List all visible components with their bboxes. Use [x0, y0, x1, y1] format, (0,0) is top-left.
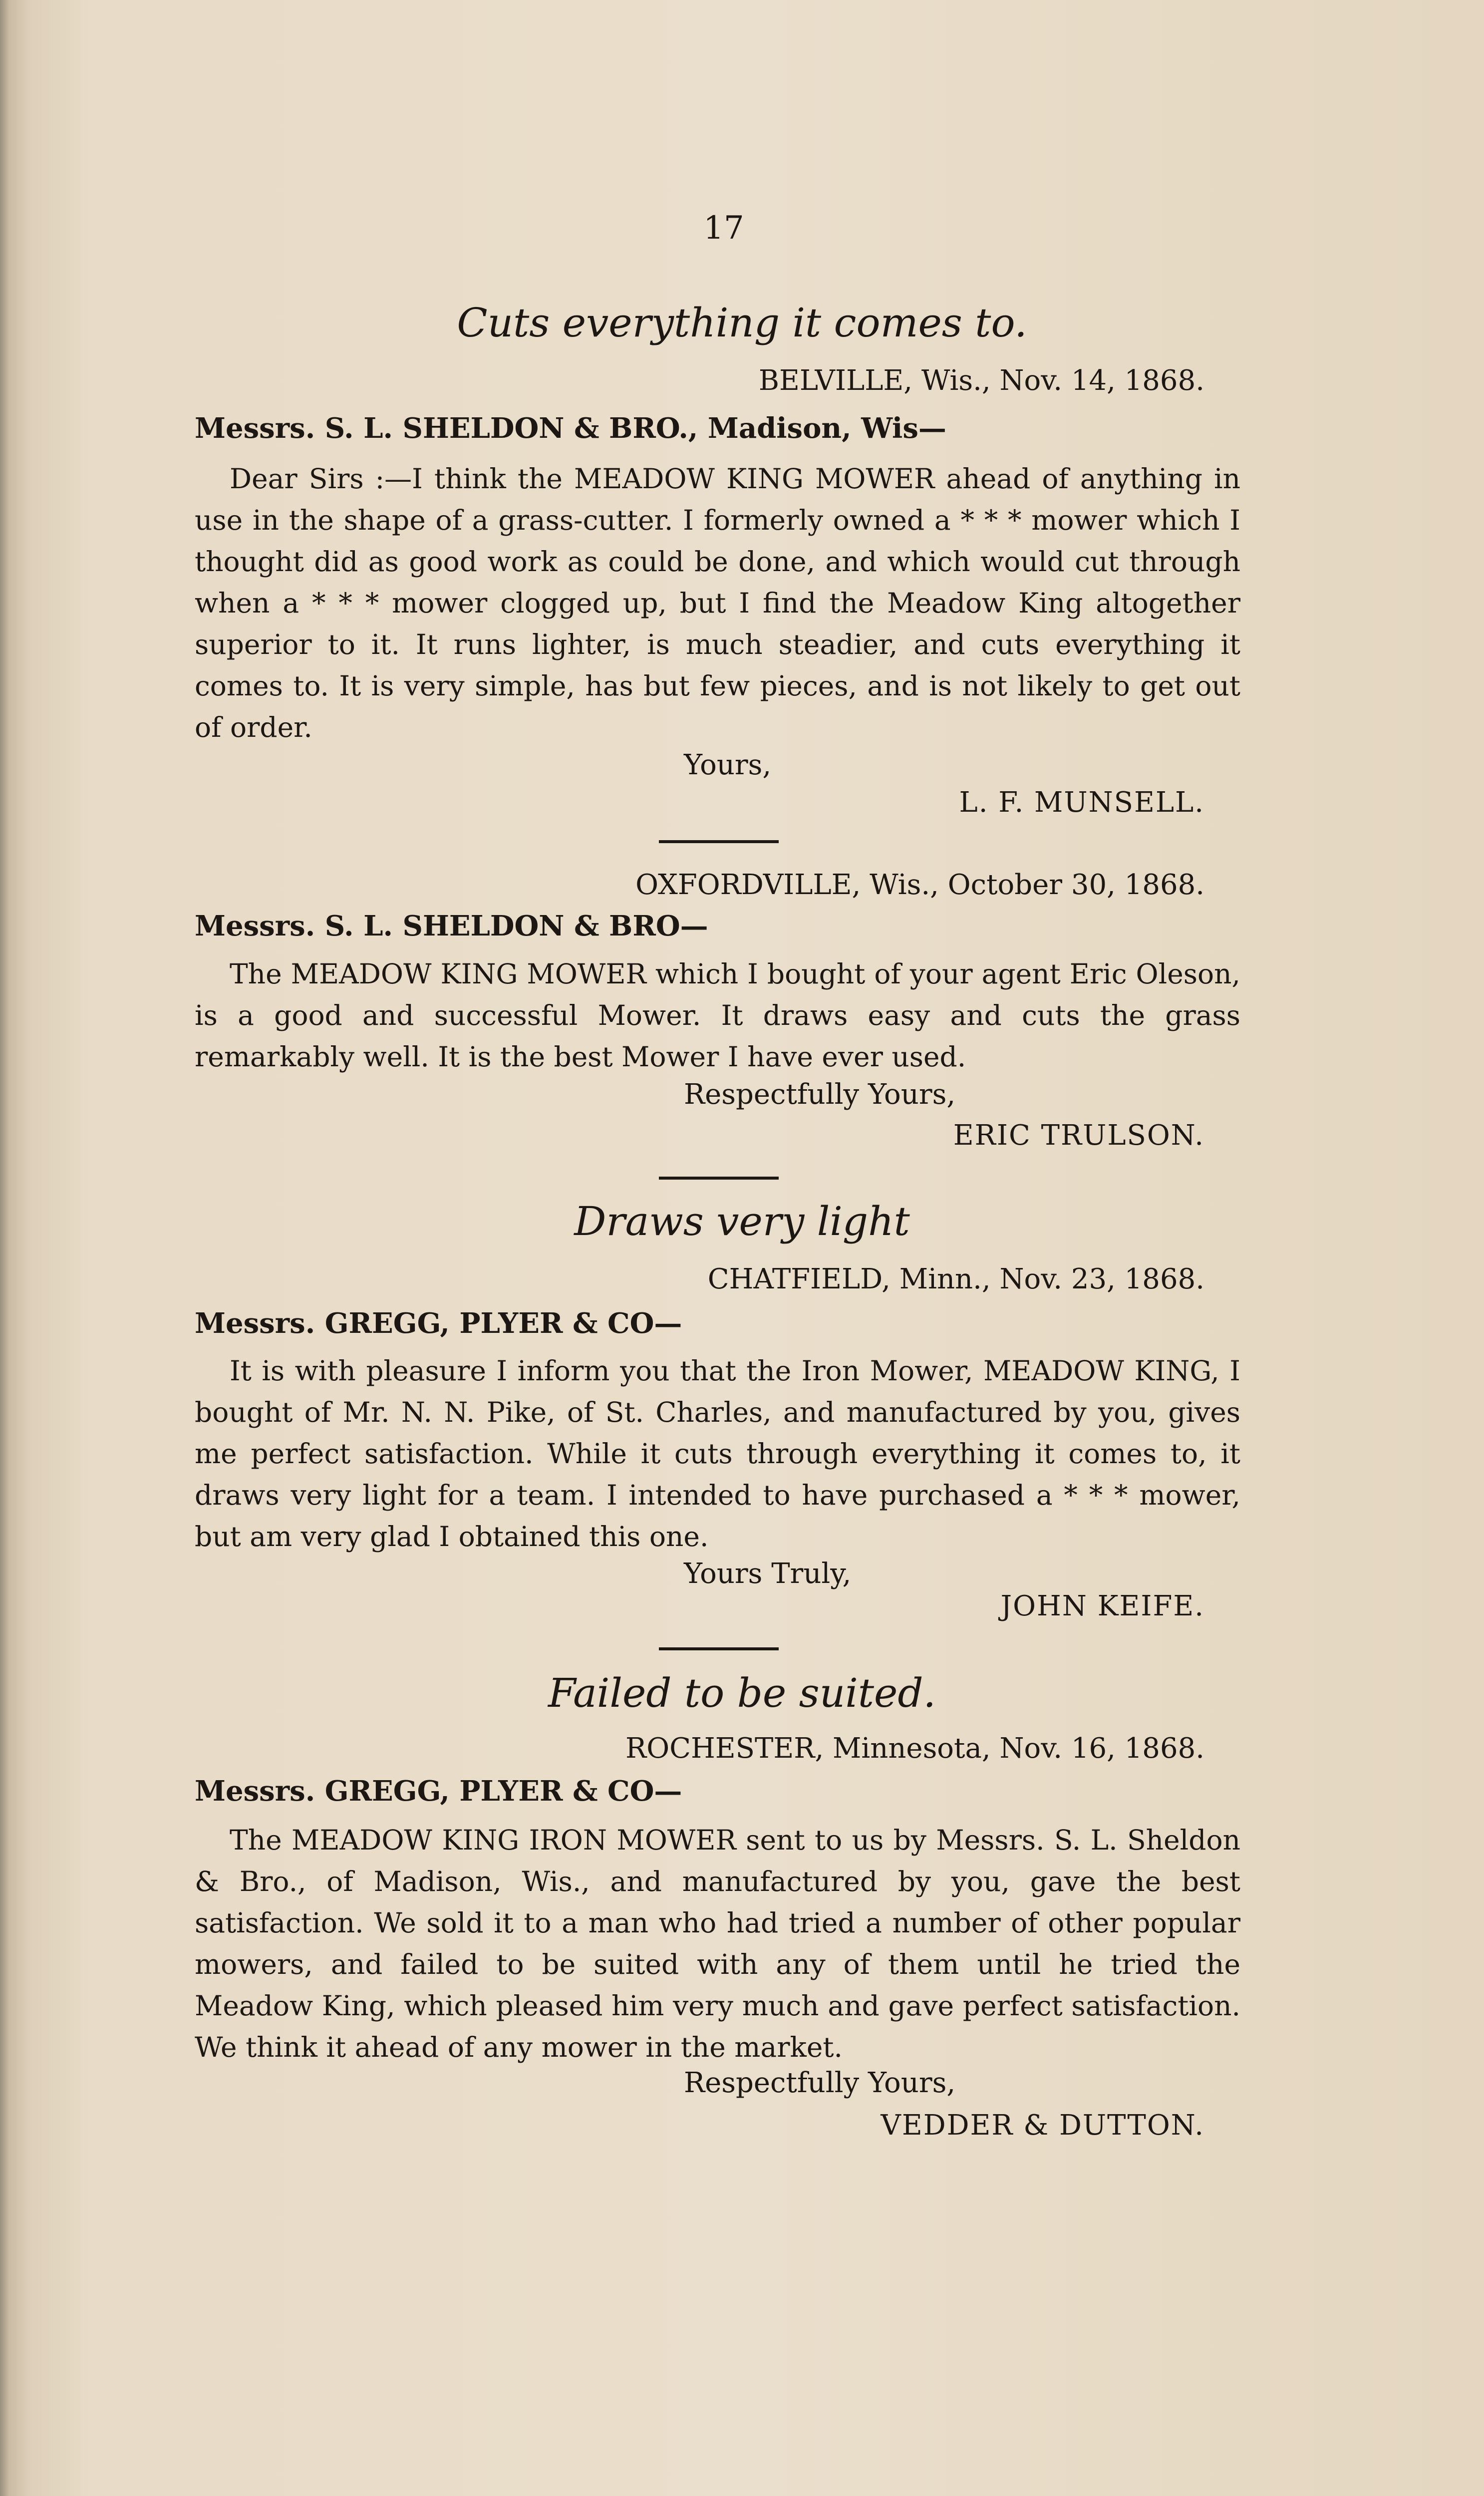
letter-2-dateline: OXFORDVILLE, Wis., October 30, 1868.	[635, 869, 1204, 901]
letter-4-closing: Respectfully Yours,	[684, 2067, 956, 2099]
letter-2-body	[195, 953, 1240, 1078]
letter-3-body	[195, 1350, 1240, 1558]
letter-3-closing: Yours Truly,	[684, 1558, 852, 1590]
letter-2-salutation: Messrs. S. L. SHELDON & BRO—	[195, 910, 708, 942]
letter-3-body-text: It is with pleasure I inform you that the Iron Mower, MEADOW KING, I bought of Mr. N. N. Pike, of St. Charles, and manufactured by you, gives me perfect satisfaction. While it cuts through everything it comes to, it draws very light for a team. I intended to have purchased a * * * mower, but am very glad I obtained this one.	[195, 1355, 1240, 1553]
letter-2-signer: ERIC TRULSON.	[953, 1119, 1204, 1152]
letter-4-dateline: ROCHESTER, Minnesota, Nov. 16, 1868.	[625, 1732, 1204, 1765]
letter-1-signer: L. F. MUNSELL.	[959, 786, 1204, 819]
separator-rule-3	[659, 1647, 779, 1650]
letter-4-salutation: Messrs. GREGG, PLYER & CO—	[195, 1775, 682, 1808]
letter-1-body-text: Dear Sirs :—I think the MEADOW KING MOWER ahead of anything in use in the shape of a grass-cutter. I formerly owned a * * * mower which I thought did as good work as could be done, and which would cut through when a * * * mower clogged up, but I find the Meadow King altogether superior to it. It runs lighter, is much steadier, and cuts everything it comes to. It is very simple, has but few pieces, and is not likely to get out of order.	[195, 463, 1240, 743]
letter-1-body	[195, 458, 1240, 748]
letter-4-signer: VEDDER & DUTTON.	[881, 2109, 1204, 2142]
letter-1-heading: Cuts everything it comes to.	[457, 300, 1027, 346]
letter-3-signer: JOHN KEIFE.	[1000, 1590, 1204, 1622]
letter-2-closing: Respectfully Yours,	[684, 1078, 956, 1111]
letter-4-body-text: The MEADOW KING IRON MOWER sent to us by Messrs. S. L. Sheldon & Bro., of Madison, Wis., and manufactured by you, gave the best satisfaction. We sold it to a man who had tried a number of other popular mowers, and failed to be suited with any of them until he tried the Meadow King, which pleased him very much and gave perfect satisfaction. We think it ahead of any mower in the market.	[195, 1824, 1240, 2063]
letter-3-dateline: CHATFIELD, Minn., Nov. 23, 1868.	[707, 1263, 1204, 1295]
letter-1-closing: Yours,	[684, 749, 772, 781]
separator-rule-1	[659, 840, 779, 843]
separator-rule-2	[659, 1177, 779, 1180]
letter-3-heading: Draws very light	[574, 1198, 910, 1245]
letter-2-body-text: The MEADOW KING MOWER which I bought of your agent Eric Oleson, is a good and successful Mower. It draws easy and cuts the grass remarkably well. It is the best Mower I have ever used.	[195, 958, 1240, 1073]
letter-3-salutation: Messrs. GREGG, PLYER & CO—	[195, 1307, 682, 1340]
page-number: 17	[703, 210, 744, 247]
letter-1-salutation: Messrs. S. L. SHELDON & BRO., Madison, Wis—	[195, 412, 946, 445]
letter-4-body	[195, 1820, 1240, 2068]
letter-4-heading: Failed to be suited.	[548, 1670, 936, 1716]
letter-1-dateline: BELVILLE, Wis., Nov. 14, 1868.	[758, 364, 1204, 397]
